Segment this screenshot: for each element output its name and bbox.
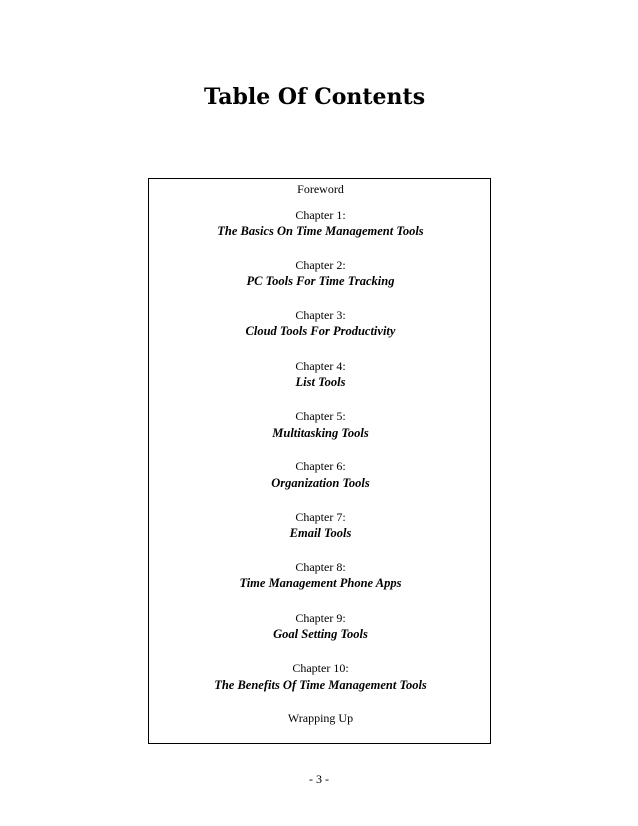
toc-chapter-2-number: Chapter 2: — [295, 258, 346, 272]
toc-chapter-10-number: Chapter 10: — [292, 661, 349, 675]
toc-chapter-6-title: Organization Tools — [271, 476, 370, 490]
toc-chapter-9-title: Goal Setting Tools — [273, 627, 368, 641]
toc-chapter-1-number: Chapter 1: — [295, 208, 346, 222]
toc-foreword: Foreword — [297, 182, 344, 196]
toc-chapter-4-title: List Tools — [295, 375, 346, 389]
toc-chapter-7-title: Email Tools — [289, 526, 352, 540]
toc-chapter-8-number: Chapter 8: — [295, 560, 346, 574]
toc-chapter-3-title: Cloud Tools For Productivity — [245, 324, 396, 338]
toc-chapter-4-number: Chapter 4: — [295, 359, 346, 373]
toc-chapter-3-number: Chapter 3: — [295, 308, 346, 322]
page-title: Table Of Contents — [204, 84, 426, 110]
toc-chapter-9-number: Chapter 9: — [295, 611, 346, 625]
table-of-contents-box — [148, 178, 491, 744]
page-number: - 3 - — [309, 772, 329, 786]
toc-chapter-5-number: Chapter 5: — [295, 409, 346, 423]
toc-wrapping-up: Wrapping Up — [287, 711, 354, 725]
toc-chapter-10-title: The Benefits Of Time Management Tools — [214, 678, 427, 692]
toc-chapter-8-title: Time Management Phone Apps — [239, 576, 402, 590]
toc-chapter-7-number: Chapter 7: — [295, 510, 346, 524]
toc-chapter-5-title: Multitasking Tools — [272, 426, 369, 440]
toc-chapter-2-title: PC Tools For Time Tracking — [246, 274, 395, 288]
toc-chapter-6-number: Chapter 6: — [295, 459, 346, 473]
toc-chapter-1-title: The Basics On Time Management Tools — [217, 224, 424, 238]
